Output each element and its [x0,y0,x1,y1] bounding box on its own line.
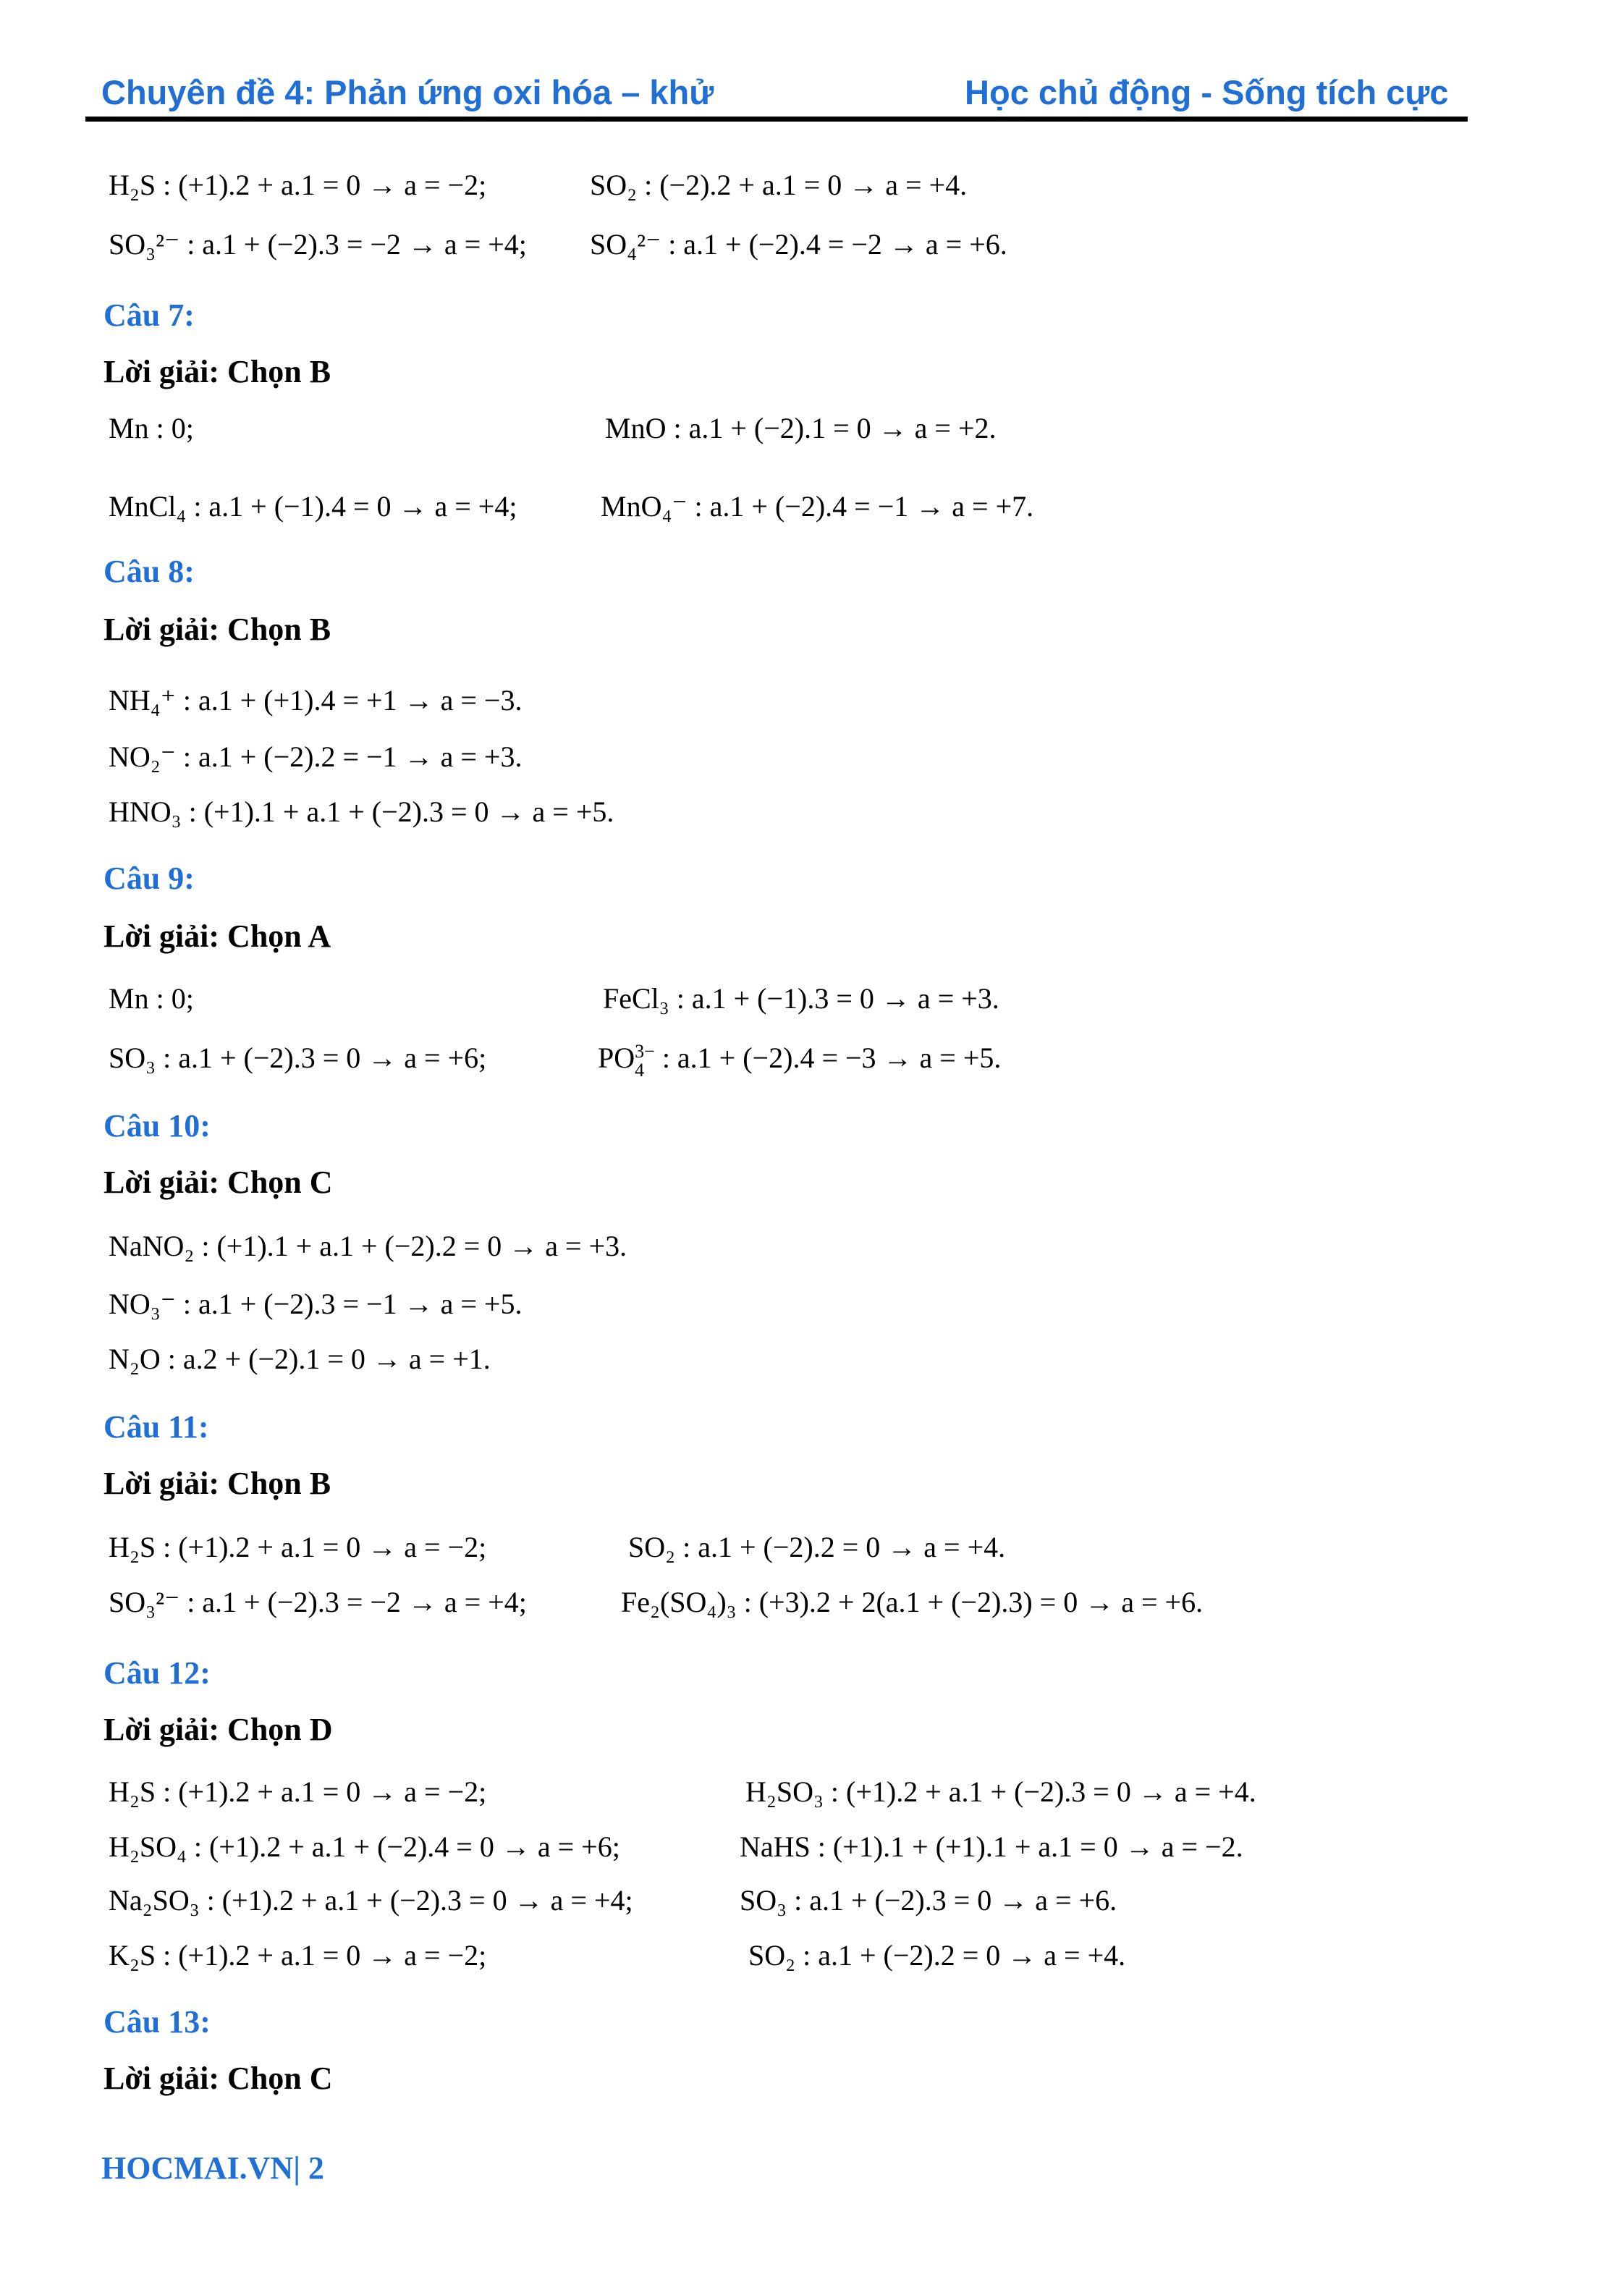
answer-choice: Lời giải: Chọn B [103,612,331,647]
equation-line: K₂S : (+1).2 + a.1 = 0 → a = −2; [109,1939,487,1972]
answer-choice: Lời giải: Chọn B [103,354,331,389]
equation-line: SO₄²⁻ : a.1 + (−2).4 = −2 → a = +6. [590,228,1007,261]
equation-line: SO₃ : a.1 + (−2).3 = 0 → a = +6; [109,1041,487,1074]
equation-line: H₂S : (+1).2 + a.1 = 0 → a = −2; [109,1531,487,1563]
equation-line: H₂S : (+1).2 + a.1 = 0 → a = −2; [109,169,487,201]
equation-line: MnO₄⁻ : a.1 + (−2).4 = −1 → a = +7. [601,490,1034,523]
equation-line: Mn : 0; [109,982,194,1015]
equation-line: Na₂SO₃ : (+1).2 + a.1 + (−2).3 = 0 → a = +4; [109,1884,633,1917]
equation-line: NO₃⁻ : a.1 + (−2).3 = −1 → a = +5. [109,1288,523,1320]
equation-line: SO₂ : a.1 + (−2).2 = 0 → a = +4. [748,1939,1126,1972]
equation-line: SO₂ : a.1 + (−2).2 = 0 → a = +4. [628,1531,1006,1563]
equation-line: N₂O : a.2 + (−2).1 = 0 → a = +1. [109,1343,491,1375]
question-heading: Câu 10: [103,1108,211,1144]
equation-line: FeCl₃ : a.1 + (−1).3 = 0 → a = +3. [603,982,999,1015]
question-heading: Câu 8: [103,554,195,589]
equation-line: MnCl₄ : a.1 + (−1).4 = 0 → a = +4; [109,490,517,523]
answer-choice: Lời giải: Chọn C [103,1165,333,1200]
equation-line: SO₃ : a.1 + (−2).3 = 0 → a = +6. [740,1884,1117,1917]
equation-line: NO₂⁻ : a.1 + (−2).2 = −1 → a = +3. [109,740,523,773]
equation-line: SO₃²⁻ : a.1 + (−2).3 = −2 → a = +4; [109,1586,527,1618]
equation-line: HNO₃ : (+1).1 + a.1 + (−2).3 = 0 → a = +5. [109,795,614,828]
equation-line: H₂SO₃ : (+1).2 + a.1 + (−2).3 = 0 → a = +4. [745,1775,1256,1808]
equation-line: MnO : a.1 + (−2).1 = 0 → a = +2. [605,412,997,444]
answer-choice: Lời giải: Chọn A [103,918,331,954]
question-heading: Câu 13: [103,2004,211,2040]
equation-line: NaNO₂ : (+1).1 + a.1 + (−2).2 = 0 → a = +3. [109,1230,627,1262]
question-heading: Câu 9: [103,861,195,896]
answer-choice: Lời giải: Chọn D [103,1712,333,1747]
equation-line: NH₄⁺ : a.1 + (+1).4 = +1 → a = −3. [109,684,523,717]
header-slogan: Học chủ động - Sống tích cực [965,73,1449,111]
header-divider [85,117,1468,122]
header-chapter-title: Chuyên đề 4: Phản ứng oxi hóa – khử [101,73,714,111]
question-heading: Câu 12: [103,1655,211,1691]
question-heading: Câu 11: [103,1409,209,1445]
equation-line: PO 3− 4 : a.1 + (−2).4 = −3 → a = +5. [598,1040,1002,1081]
equation-line: H₂S : (+1).2 + a.1 = 0 → a = −2; [109,1775,487,1808]
equation-line: Fe₂(SO₄)₃ : (+3).2 + 2(a.1 + (−2).3) = 0 → a = +6. [621,1586,1204,1618]
equation-line: NaHS : (+1).1 + (+1).1 + a.1 = 0 → a = −2. [740,1830,1243,1863]
answer-choice: Lời giải: Chọn B [103,1466,331,1501]
equation-line: Mn : 0; [109,412,194,444]
equation-line: SO₂ : (−2).2 + a.1 = 0 → a = +4. [590,169,968,201]
question-heading: Câu 7: [103,297,195,333]
equation-line: H₂SO₄ : (+1).2 + a.1 + (−2).4 = 0 → a = +6; [109,1830,620,1863]
equation-line: SO₃²⁻ : a.1 + (−2).3 = −2 → a = +4; [109,228,527,261]
answer-choice: Lời giải: Chọn C [103,2061,333,2096]
footer-page-number: HOCMAI.VN| 2 [101,2150,324,2186]
